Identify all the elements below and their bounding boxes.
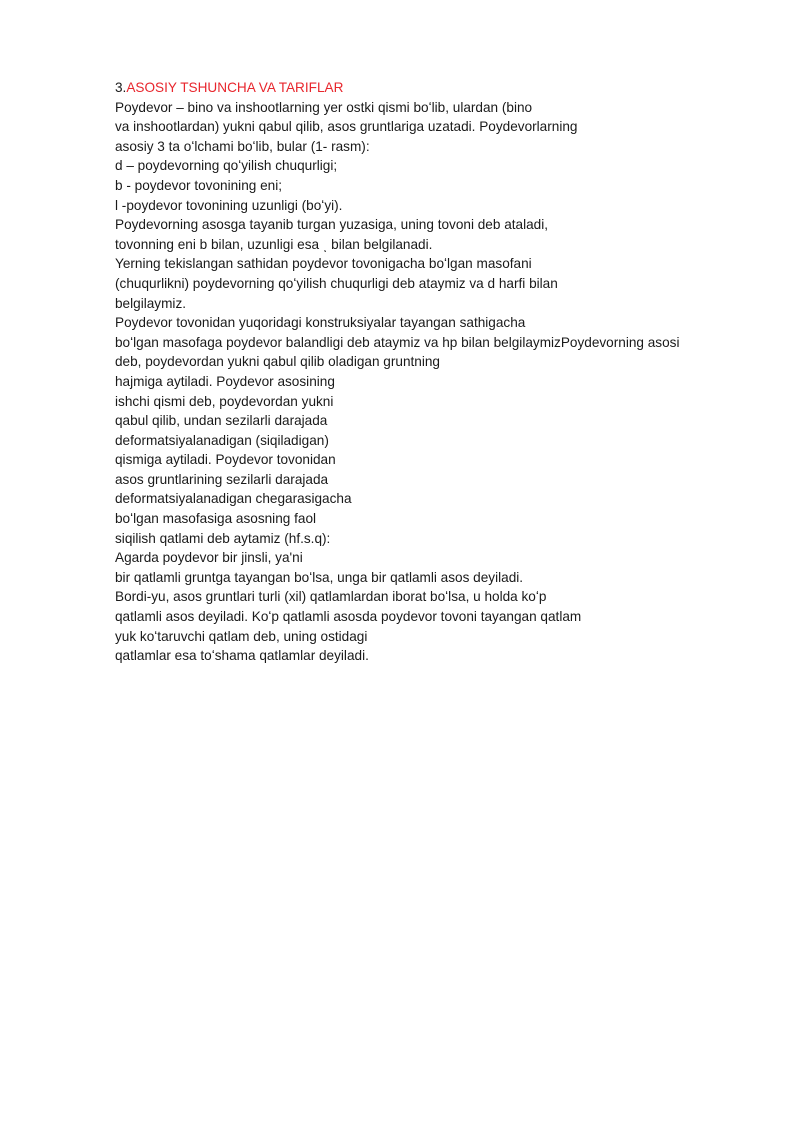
paragraph-line: l -poydevor tovonining uzunligi (boʻyi). xyxy=(115,197,343,213)
paragraph-line: d – poydevorning qoʻyilish chuqurligi; xyxy=(115,158,338,174)
paragraph-line: Poydevor – bino va inshootlarning yer ostki qismi boʻlib, ulardan (bino xyxy=(115,99,533,115)
paragraph-line: b - poydevor tovonining eni; xyxy=(115,177,283,193)
section-heading xyxy=(115,78,795,98)
paragraph-line: Poydevorning asosga tayanib turgan yuzasiga, uning tovoni deb ataladi, xyxy=(115,217,549,233)
paragraph-line: bir qatlamli gruntga tayangan boʻlsa, unga bir qatlamli asos deyiladi. xyxy=(115,569,524,585)
paragraph-line: ishchi qismi deb, poydevordan yukni xyxy=(115,393,334,409)
section-title: ASOSIY TSHUNCHA VA TARIFLAR xyxy=(126,80,344,95)
paragraph-line: qatlamlar esa toʻshama qatlamlar deyiladi. xyxy=(115,648,369,664)
paragraph-line: (chuqurlikni) poydevorning qoʻyilish chuqurligi deb ataymiz va d harfi bilan xyxy=(115,275,558,291)
section-number: 3. xyxy=(115,80,127,95)
paragraph-line: boʻlgan masofaga poydevor balandligi deb ataymiz va hp bilan belgilaymizPoydevorning asosi xyxy=(115,334,680,350)
paragraph-line: hajmiga aytiladi. Poydevor asosining xyxy=(115,373,335,389)
paragraph-line: qabul qilib, undan sezilarli darajada xyxy=(115,413,328,429)
paragraph-line: qatlamli asos deyiladi. Koʻp qatlamli asosda poydevor tovoni tayangan qatlam xyxy=(115,609,582,625)
paragraph-line: yuk koʻtaruvchi qatlam deb, uning ostidagi xyxy=(115,628,368,644)
paragraph-line: siqilish qatlami deb aytamiz (hf.s.q): xyxy=(115,530,331,546)
paragraph-line: Bordi-yu, asos gruntlari turli (xil) qatlamlardan iborat boʻlsa, u holda koʻp xyxy=(115,589,547,605)
paragraph-line: deformatsiyalanadigan (siqiladigan) xyxy=(115,432,329,448)
paragraph-line: belgilaymiz. xyxy=(115,295,187,311)
paragraph-line: boʻlgan masofasiga asosning faol xyxy=(115,511,317,527)
paragraph-line: va inshootlardan) yukni qabul qilib, asos gruntlariga uzatadi. Poydevorlarning xyxy=(115,119,578,135)
paragraph-line: Agarda poydevor bir jinsli, ya'ni xyxy=(115,550,303,566)
paragraph-line: asos gruntlarining sezilarli darajada xyxy=(115,471,329,487)
paragraph-line: tovonning eni b bilan, uzunligi esa ͺ bilan belgilanadi. xyxy=(115,236,433,252)
paragraph-line: asosiy 3 ta oʻlchami boʻlib, bular (1- rasm): xyxy=(115,138,370,154)
paragraph-line: Yerning tekislangan sathidan poydevor tovonigacha boʻlgan masofani xyxy=(115,256,532,272)
paragraph-line: qismiga aytiladi. Poydevor tovonidan xyxy=(115,452,336,468)
paragraph-line: deformatsiyalanadigan chegarasigacha xyxy=(115,491,352,507)
document-body xyxy=(115,78,795,666)
paragraph-line: deb, poydevordan yukni qabul qilib oladigan gruntning xyxy=(115,354,440,370)
paragraph-line: Poydevor tovonidan yuqoridagi konstruksiyalar tayangan sathigacha xyxy=(115,315,526,331)
